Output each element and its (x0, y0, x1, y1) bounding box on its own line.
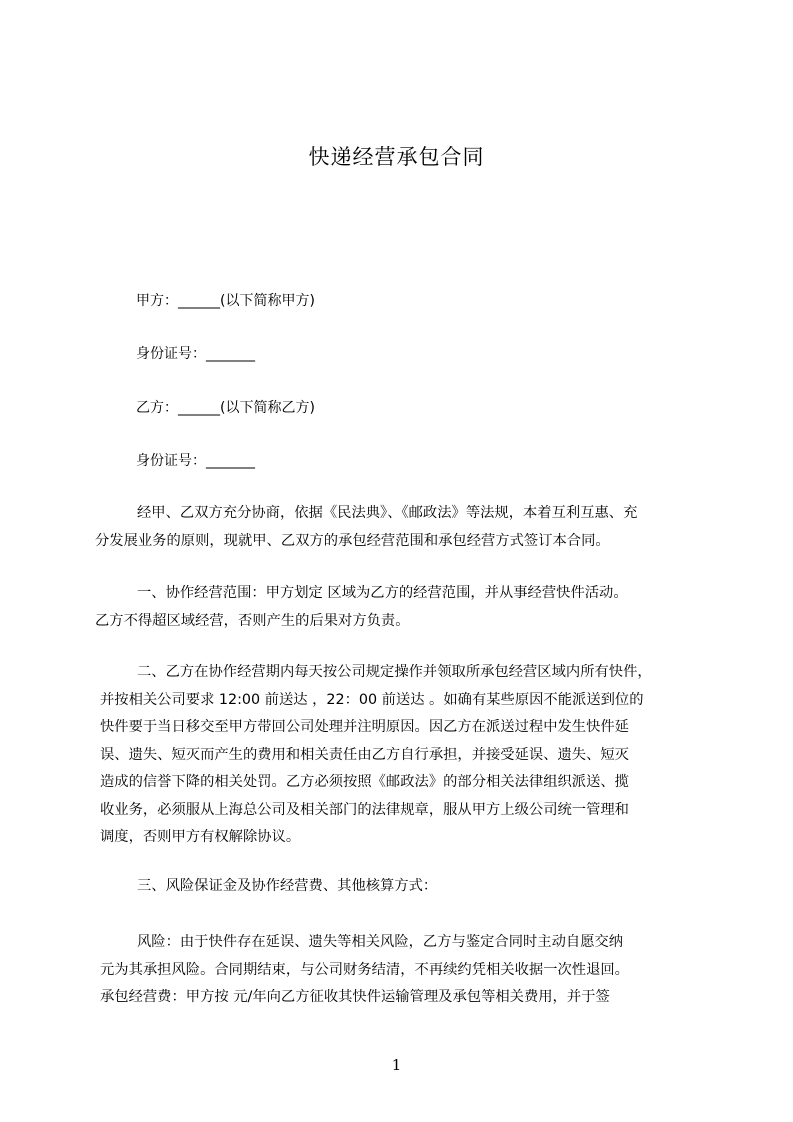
party-b-id-line: 身份证号：_______ (136, 453, 255, 469)
section-3-heading-line: 三、风险保证金及协作经营费、其他核算方式： (137, 878, 438, 894)
section-2-line: 误、遗失、短灭而产生的费用和相关责任由乙方自行承担，并接受延误、遗失、短灭 (100, 746, 629, 763)
document-title: 快递经营承包合同 (308, 145, 485, 169)
party-a-line: 甲方：______(以下简称甲方) (136, 293, 315, 309)
section-1-paragraph (95, 580, 707, 635)
section-2-line: 并按相关公司要求 12:00 前送达 ，22：00 前送达 。如确有某些原因不能派送到位的 (100, 691, 644, 708)
party-a-id-line: 身份证号：_______ (136, 346, 255, 362)
section-2-line: 造成的信誉下降的相关处罚。乙方必须按照《邮政法》的部分相关法律组织派送、揽 (100, 774, 629, 790)
intro-line: 分发展业务的原则，现就甲、乙双方的承包经营范围和承包经营方式签订本合同。 (95, 532, 610, 549)
page-number: 1 (391, 1056, 402, 1074)
section-3-paragraph (95, 929, 707, 1012)
section-1-line: 乙方不得超区域经营，否则产生的后果对方负责。 (95, 612, 410, 629)
section-3-line: 风险：由于快件存在延误、遗失等相关风险，乙方与鉴定合同时主动自愿交纳 (137, 934, 624, 950)
party-b-line: 乙方：______(以下简称乙方) (136, 400, 315, 416)
section-3-heading (95, 873, 707, 901)
intro-paragraph (95, 500, 707, 555)
intro-line: 经甲、乙双方充分协商，依据《民法典》、《邮政法》等法规，本着互利互惠、充 (137, 505, 638, 521)
section-2-line: 快件要于当日移交至甲方带回公司处理并注明原因。因乙方在派送过程中发生快件延 (100, 719, 629, 735)
section-2-line: 调度，否则甲方有权解除协议。 (100, 829, 301, 845)
section-1-line: 一、协作经营范围：甲方划定 区域为乙方的经营范围，并从事经营快件活动。 (137, 585, 628, 601)
section-2-line: 二、乙方在协作经营期内每天按公司规定操作并领取所承包经营区域内所有快件， (137, 664, 652, 680)
section-3-line: 承包经营费：甲方按 元/年向乙方征收其快件运输管理及承包等相关费用，并于签 (100, 989, 610, 1005)
section-2-paragraph (95, 659, 707, 852)
section-3-line: 元为其承担风险。合同期结束，与公司财务结清，不再续约凭相关收据一次性退回。 (100, 961, 629, 978)
section-2-line: 收业务，必须服从上海总公司及相关部门的法律规章，服从甲方上级公司统一管理和 (100, 801, 629, 818)
